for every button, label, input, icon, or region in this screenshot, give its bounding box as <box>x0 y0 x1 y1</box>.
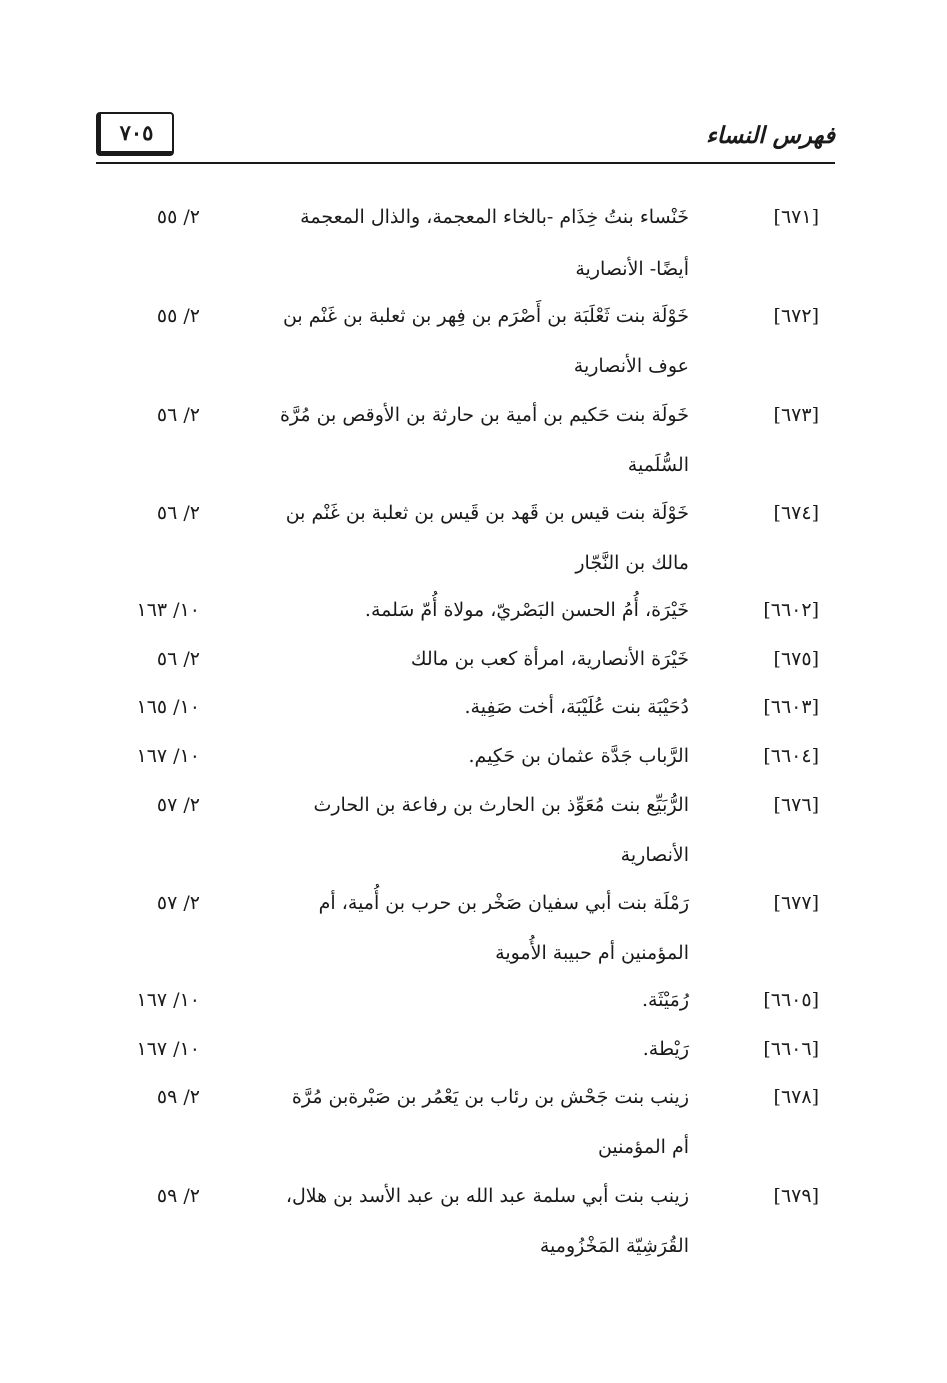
entry-line: السُّلَمية <box>627 454 689 476</box>
entry-line: القُرَشِيّة المَخْزُومية <box>539 1235 689 1257</box>
entry-reference: ١٠/ ١٦٥ <box>136 696 200 718</box>
page-number: ٧٠٥ <box>119 120 154 145</box>
entry-line: زينب بنت أبي سلمة عبد الله بن عبد الأسد بن هلال، <box>285 1185 689 1207</box>
entry-reference: ٢/ ٥٦ <box>156 648 200 670</box>
entry-reference: ٢/ ٥٩ <box>156 1086 200 1108</box>
entry-line: دُحَيْبَة بنت عُلَيْبَة، أخت صَفِية. <box>464 696 689 718</box>
entry-number: [٦٧٢] <box>773 305 819 327</box>
entry-reference: ١٠/ ١٦٧ <box>136 989 200 1011</box>
entry-line: الرُّبَيِّع بنت مُعَوِّذ بن الحارث بن رفاعة بن الحارث <box>313 794 689 816</box>
entry-line: خَنْساء بنتُ خِذَام -بالخاء المعجمة، والذال المعجمة <box>300 206 689 228</box>
entry-line: عوف الأنصارية <box>573 355 689 377</box>
entry-line: خَوْلَة بنت ثَعْلَبَة بن أَصْرَم بن فِهر بن ثعلبة بن غَنْم بن <box>282 305 689 327</box>
entry-line: الرَّباب جَدَّة عثمان بن حَكِيم. <box>468 745 689 767</box>
entry-number: [٦٧٩] <box>773 1185 819 1207</box>
entry-line: رُمَيْثَة. <box>641 989 689 1011</box>
entry-line: الأنصارية <box>620 844 689 866</box>
entry-line: خَولَة بنت حَكيم بن أمية بن حارثة بن الأوقص بن مُرَّة <box>279 404 689 426</box>
entry-line: رَمْلَة بنت أبي سفيان صَخْر بن حرب بن أُمية، أم <box>318 892 689 914</box>
entry-reference: ١٠/ ١٦٧ <box>136 745 200 767</box>
entry-number: [٦٧٣] <box>773 404 819 426</box>
running-title: فهرس النساء <box>705 122 835 149</box>
entry-line: أم المؤمنين <box>597 1136 689 1158</box>
entry-number: [٦٧٧] <box>773 892 819 914</box>
entry-line: زينب بنت جَحْش بن رئاب بن يَعْمُر بن صَبْرةبن مُرَّة <box>291 1086 689 1108</box>
entry-number: [٦٦٠٢] <box>763 599 819 621</box>
entry-number: [٦٧٥] <box>773 648 819 670</box>
entry-reference: ٢/ ٥٧ <box>156 892 200 914</box>
entry-reference: ٢/ ٥٥ <box>156 206 200 228</box>
entry-reference: ١٠/ ١٦٣ <box>136 599 200 621</box>
entry-number: [٦٦٠٣] <box>763 696 819 718</box>
entry-number: [٦٧١] <box>773 206 819 228</box>
entry-line: خَيْرَة الأنصارية، امرأة كعب بن مالك <box>410 648 689 670</box>
entry-line: رَيْطة. <box>642 1038 689 1060</box>
entry-number: [٦٦٠٤] <box>763 745 819 767</box>
entry-reference: ٢/ ٥٥ <box>156 305 200 327</box>
entry-line: خَيْرَة، أُمُ الحسن البَصْريّ، مولاة أُمّ سَلمة. <box>364 599 689 621</box>
entry-reference: ٢/ ٥٩ <box>156 1185 200 1207</box>
entry-line: المؤمنين أم حبيبة الأُموية <box>495 942 689 964</box>
entry-number: [٦٦٠٥] <box>763 989 819 1011</box>
entry-reference: ٢/ ٥٧ <box>156 794 200 816</box>
entry-number: [٦٧٦] <box>773 794 819 816</box>
entry-reference: ١٠/ ١٦٧ <box>136 1038 200 1060</box>
entry-line: مالك بن النَّجّار <box>575 552 689 574</box>
entry-reference: ٢/ ٥٦ <box>156 502 200 524</box>
entry-line: خَوْلَة بنت قيس بن قَهد بن قَيس بن ثعلبة بن غَنْم بن <box>285 502 689 524</box>
entry-line: أيضًا- الأنصارية <box>575 258 689 280</box>
entry-number: [٦٦٠٦] <box>763 1038 819 1060</box>
entry-reference: ٢/ ٥٦ <box>156 404 200 426</box>
entry-number: [٦٧٤] <box>773 502 819 524</box>
entry-number: [٦٧٨] <box>773 1086 819 1108</box>
